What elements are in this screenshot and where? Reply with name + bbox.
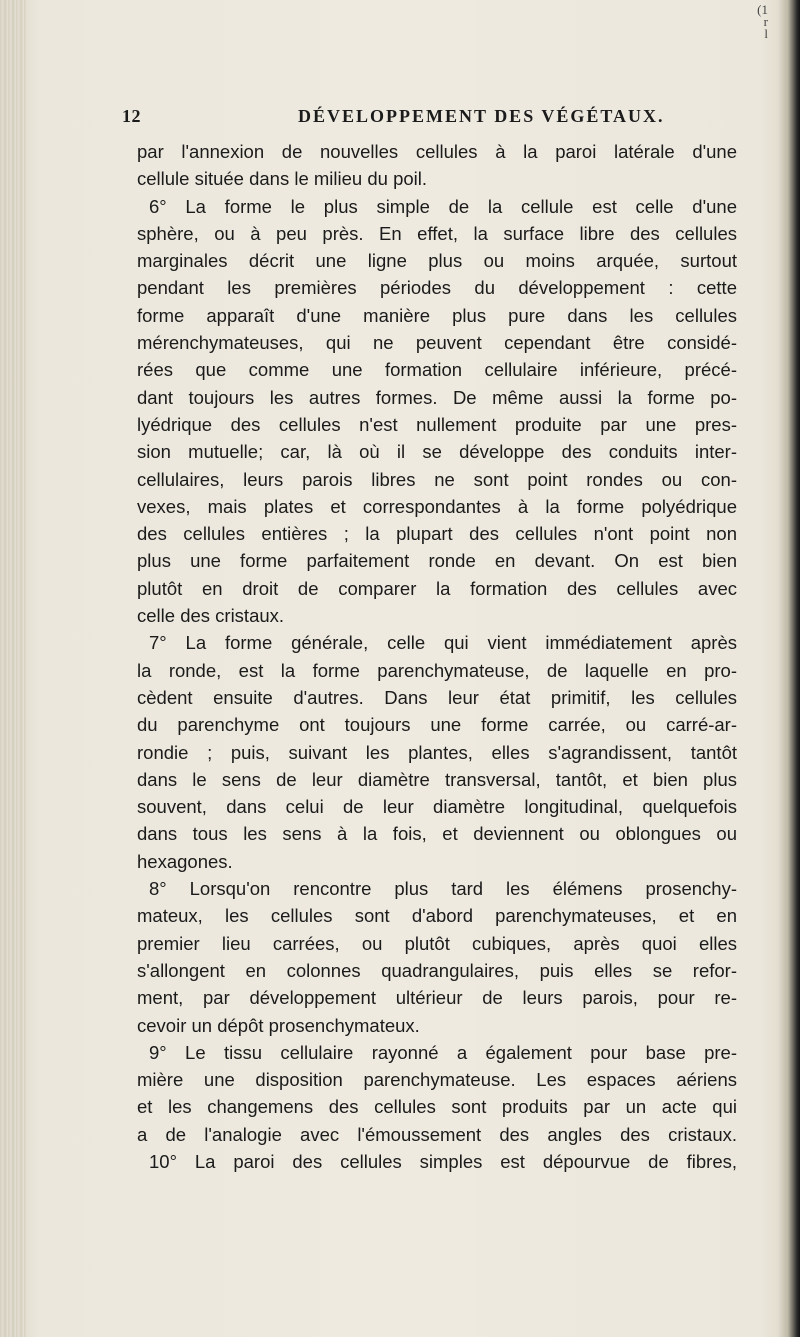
text-line: premier lieu carrées, ou plutôt cubiques, après quoi elles	[137, 932, 737, 954]
text-line: cèdent ensuite d'autres. Dans leur état primitif, les cellules	[137, 686, 737, 708]
page-header	[122, 106, 722, 132]
text-line: sphère, ou à peu près. En effet, la surface libre des cellules	[137, 222, 737, 244]
text-line: dans tous les sens à la fois, et deviennent ou oblongues ou	[137, 823, 737, 845]
body-text	[137, 138, 737, 1175]
margin-marks: (1 r l	[757, 2, 768, 41]
text-line: et les changemens des cellules sont produits par un acte qui	[137, 1096, 737, 1118]
text-line: 8° Lorsqu'on rencontre plus tard les élémens prosenchy-	[149, 878, 737, 900]
text-line: rées que comme une formation cellulaire inférieure, précé-	[137, 359, 737, 381]
page-number: 12	[122, 106, 141, 126]
text-line: des cellules entières ; la plupart des cellules n'ont point non	[137, 523, 737, 545]
text-line: dant toujours les autres formes. De même aussi la forme po-	[137, 386, 737, 408]
text-line: du parenchyme ont toujours une forme carrée, ou carré-ar-	[137, 714, 737, 736]
text-line: mière une disposition parenchymateuse. Les espaces aériens	[137, 1069, 737, 1091]
text-line: pendant les premières périodes du développement : cette	[137, 277, 737, 299]
text-line: plus une forme parfaitement ronde en devant. On est bien	[137, 550, 737, 572]
text-line: souvent, dans celui de leur diamètre longitudinal, quelquefois	[137, 796, 737, 818]
text-line: forme apparaît d'une manière plus pure dans les cellules	[137, 304, 737, 326]
text-line: cellule située dans le milieu du poil.	[137, 168, 428, 190]
text-line: cellulaires, leurs parois libres ne sont point rondes ou con-	[137, 468, 737, 490]
text-line: la ronde, est la forme parenchymateuse, de laquelle en pro-	[137, 659, 737, 681]
text-line: 9° Le tissu cellulaire rayonné a également pour base pre-	[149, 1041, 737, 1063]
page-right-edge	[778, 0, 800, 1337]
text-line: 7° La forme générale, celle qui vient immédiatement après	[149, 632, 737, 654]
text-line: plutôt en droit de comparer la formation des cellules avec	[137, 577, 737, 599]
text-line: 10° La paroi des cellules simples est dépourvue de fibres,	[149, 1150, 737, 1172]
text-line: ment, par développement ultérieur de leurs parois, pour re-	[137, 987, 737, 1009]
text-line: 6° La forme le plus simple de la cellule est celle d'une	[149, 195, 737, 217]
text-line: rondie ; puis, suivant les plantes, elles s'agrandissent, tantôt	[137, 741, 737, 763]
page-gutter	[0, 0, 26, 1337]
running-title: DÉVELOPPEMENT DES VÉGÉTAUX.	[298, 106, 665, 126]
text-line: par l'annexion de nouvelles cellules à la paroi latérale d'une	[137, 141, 737, 162]
text-line: vexes, mais plates et correspondantes à la forme polyédrique	[137, 495, 737, 517]
text-line: cevoir un dépôt prosenchymateux.	[137, 1014, 420, 1036]
text-line: celle des cristaux.	[137, 605, 285, 627]
text-line: marginales décrit une ligne plus ou moins arquée, surtout	[137, 250, 737, 272]
text-line: dans le sens de leur diamètre transversal, tantôt, et bien plus	[137, 768, 737, 790]
text-line: hexagones.	[137, 850, 233, 872]
text-line: sion mutuelle; car, là où il se développe des conduits inter-	[137, 441, 737, 463]
text-line: mérenchymateuses, qui ne peuvent cependant être considé-	[137, 332, 737, 354]
text-line: a de l'analogie avec l'émoussement des angles des cristaux.	[137, 1123, 737, 1145]
text-line: lyédrique des cellules n'est nullement produite par une pres-	[137, 413, 737, 435]
text-line: mateux, les cellules sont d'abord parenchymateuses, et en	[137, 905, 737, 927]
text-line: s'allongent en colonnes quadrangulaires, puis elles se refor-	[137, 959, 737, 981]
